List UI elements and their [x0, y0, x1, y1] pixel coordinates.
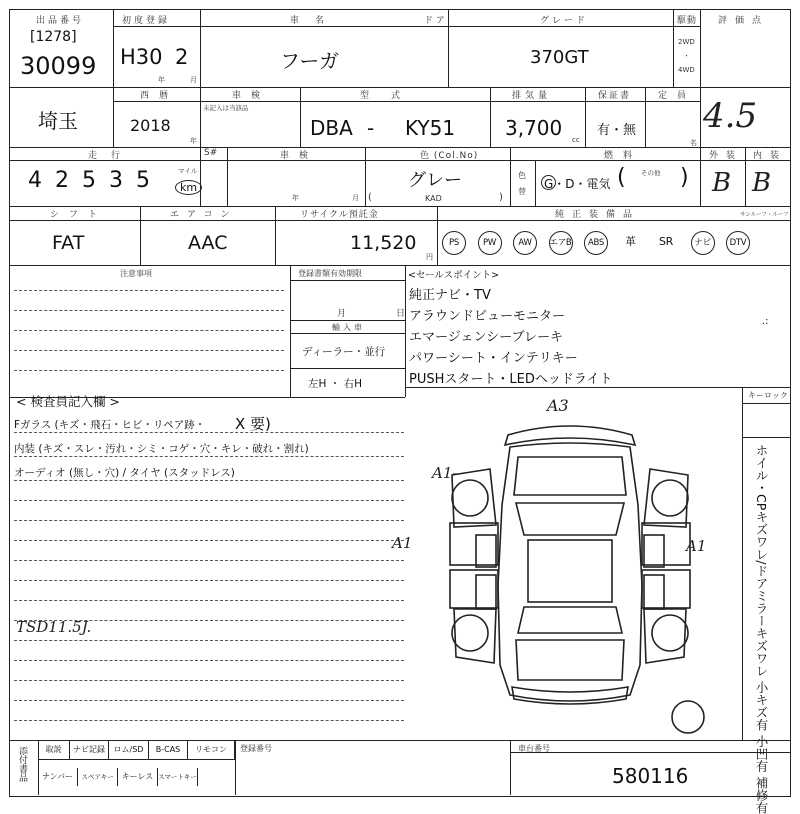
- side-dots: .:: [762, 316, 769, 327]
- equipment-item: SR: [658, 235, 674, 248]
- trunk-label: 車検: [232, 91, 271, 101]
- warranty-label: 保証書: [598, 91, 632, 101]
- handwritten-note: TSD11.5J.: [16, 618, 92, 636]
- recycle-fee: 11,520: [350, 232, 417, 254]
- attachment-item: B-CAS: [149, 741, 188, 759]
- lot-number: 30099: [20, 52, 97, 80]
- eval-label: 評価点: [718, 16, 770, 26]
- shift-label: シフト: [50, 210, 108, 220]
- equipment-item: ナビ: [691, 231, 715, 255]
- equipment-item: PW: [478, 231, 502, 255]
- attachment-item: スマートキー: [158, 768, 198, 786]
- chassis-label: 車台番号: [518, 744, 550, 753]
- equipment-item: ABS: [584, 231, 608, 255]
- mark-a1-left: A1: [392, 534, 413, 552]
- chassis-number: 580116: [612, 764, 689, 788]
- fuel-other: その他: [641, 169, 661, 177]
- mileage-digit: 5: [82, 168, 96, 193]
- first-reg-label: 初度登録: [122, 16, 171, 26]
- car-diagram: [430, 395, 730, 740]
- sales-label: <セールスポイント>: [408, 270, 500, 281]
- attachment-item: キーレス: [118, 768, 158, 786]
- attachment-item: ナンバー: [38, 768, 78, 786]
- recycle-label: リサイクル預託金: [300, 210, 379, 220]
- attachment-item: リモコン: [188, 741, 235, 759]
- fuel-open: (: [617, 165, 626, 190]
- grade: 370GT: [530, 47, 589, 68]
- ext-grade: B: [712, 168, 732, 198]
- int-grade: B: [752, 168, 772, 198]
- mileage-digit: 5: [136, 168, 150, 193]
- int-label: 内装: [753, 151, 788, 161]
- key-lock-label: キーロック: [748, 391, 788, 400]
- drive-2wd: 2WD: [678, 38, 695, 46]
- dealer-option: ディーラー・並行: [302, 346, 386, 358]
- yen-unit: 円: [426, 253, 433, 261]
- deadline-label: 登録書類有効期限: [298, 269, 362, 278]
- fuel-close: ): [680, 165, 689, 190]
- mark-a1-right: A1: [686, 537, 707, 555]
- handle-option: 左H ・ 右H: [308, 378, 362, 390]
- mileage-label: 走行: [88, 151, 135, 161]
- color-change-1: 色: [518, 171, 526, 180]
- attachment-item: ロム/SD: [109, 741, 149, 759]
- score: 4.5: [703, 96, 758, 136]
- wheel-mirror-note: ホイル・CPキズワレ/ドアミラーキズワレ 小キズ有 小凹有 補修有: [754, 444, 769, 814]
- glass-mark: X 要): [235, 415, 271, 433]
- equip-label: 純正装備品: [555, 210, 641, 220]
- seireki-label: 西暦: [140, 91, 179, 101]
- month-unit: 月: [190, 76, 197, 84]
- ac-label: エアコン: [170, 210, 238, 220]
- lot-sub: [1278]: [30, 29, 77, 45]
- region: 埼玉: [38, 109, 78, 133]
- cc-unit: cc: [572, 136, 580, 144]
- color: グレー: [408, 170, 462, 191]
- equipment-item: AW: [513, 231, 537, 255]
- fuel: G・D・電気: [544, 177, 611, 191]
- mile-unit: マイル: [178, 167, 198, 175]
- year-western: 2018: [130, 116, 171, 135]
- drive-label: 駆動: [677, 16, 698, 26]
- sales-point: エマージェンシーブレーキ: [409, 330, 563, 345]
- kad: KAD: [425, 194, 442, 203]
- year-western-unit: 年: [190, 137, 197, 145]
- glass-note: Fガラス (キズ・飛石・ヒビ・リペア跡・: [14, 419, 206, 431]
- sales-point: アラウンドビューモニター: [409, 309, 566, 324]
- drive-4wd: 4WD: [678, 66, 695, 74]
- mark-a1-front-left: A1-: [432, 464, 458, 482]
- attention-label: 注意事項: [120, 269, 152, 278]
- mark-a3: A3: [547, 396, 569, 415]
- reg-no-label: 登録番号: [240, 744, 272, 753]
- door-label: ドア: [424, 16, 448, 26]
- equipment-item: エアB: [549, 231, 573, 255]
- sales-point: パワーシート・インテリキー: [409, 351, 578, 366]
- model-prefix: DBA: [310, 116, 353, 140]
- disp-label: 排気量: [512, 91, 552, 101]
- interior-note: 内装 (キズ・スレ・汚れ・シミ・コゲ・穴・キレ・破れ・割れ): [14, 443, 309, 455]
- mileage-digit: 2: [55, 168, 69, 193]
- fuel-label: 燃料: [604, 151, 643, 161]
- shaken-year: 年: [292, 194, 299, 202]
- grade-label: グレード: [540, 16, 589, 26]
- s-label: S#: [204, 148, 218, 158]
- model-dash: -: [367, 116, 375, 140]
- equipment-item: PS: [442, 231, 466, 255]
- mileage-digit: 3: [109, 168, 123, 193]
- shift: FAT: [52, 232, 85, 254]
- mileage-digit: 4: [28, 168, 42, 193]
- deadline-day: 日: [396, 309, 406, 319]
- year-unit: 年: [158, 76, 165, 84]
- sales-point: PUSHスタート・LEDヘッドライト: [409, 372, 613, 387]
- displacement: 3,700: [505, 116, 563, 140]
- lot-label: 出品番号: [36, 16, 85, 26]
- inspector-title: < 検査員記入欄 >: [16, 394, 120, 409]
- attachment-item: 取説: [38, 741, 70, 759]
- model: KY51: [405, 116, 456, 140]
- shaken-month: 月: [352, 194, 359, 202]
- drive-dot: ・: [683, 52, 690, 60]
- paren-open: (: [368, 192, 372, 203]
- attachment-item: ナビ記録: [70, 741, 109, 759]
- ext-label: 外装: [709, 151, 744, 161]
- first-reg-era: H30: [120, 45, 163, 69]
- car-name-label: 車名: [290, 16, 341, 26]
- shaken-label: 車検: [280, 151, 319, 161]
- equipment-item: DTV: [726, 231, 750, 255]
- audio-note: オーディオ (無し・穴) / タイヤ (スタッドレス): [14, 467, 235, 479]
- equipment-item: 革: [625, 235, 636, 248]
- warranty: 有・無: [597, 123, 637, 138]
- ac: AAC: [188, 232, 228, 254]
- import-label: 輸入車: [332, 323, 365, 332]
- paren-close: ): [499, 192, 503, 203]
- attach-label: 添付書品: [17, 746, 27, 782]
- sunroof-label: サンルーフ・ルーフ: [740, 212, 789, 218]
- car-name: フーガ: [280, 49, 339, 73]
- attachment-item: スペアキー: [78, 768, 118, 786]
- capacity-label: 定員: [658, 91, 697, 101]
- color-change-2: 替: [518, 187, 526, 196]
- color-label: 色 (Col.No): [420, 151, 479, 161]
- capacity-unit: 名: [690, 139, 697, 147]
- trunk-sub: 未記入は当該品: [203, 104, 249, 112]
- sales-point: 純正ナビ・TV: [409, 288, 491, 303]
- km-unit: km: [175, 180, 202, 195]
- model-label: 型式: [360, 91, 423, 101]
- deadline-month: 月: [337, 309, 347, 319]
- first-reg-month: 2: [175, 45, 189, 69]
